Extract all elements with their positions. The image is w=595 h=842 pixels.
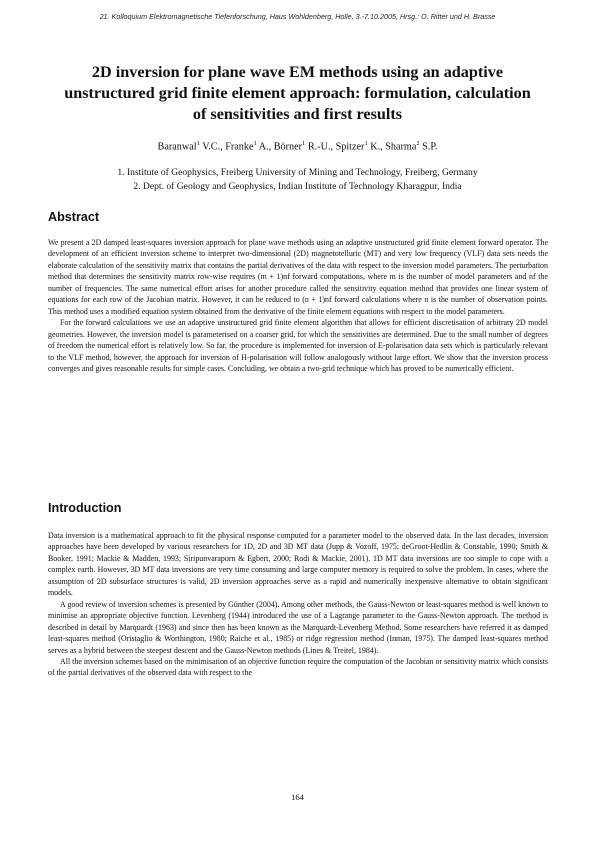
intro-paragraph-1: Data inversion is a mathematical approach to fit the physical response computed for a parameter model to the observed data. In the last decades, inversion approaches have been developed by various researchers for 1D, 2D and 3D MT data (Jupp & Vozoff, 1975; deGroot-Hedlin & Constable, 1990; Smith & Booker, 1991; Mackie & Madden, 1993; Siripunvaraporn & Egbert, 2000; Rodi & Mackie, 2001). 1D MT data inversions are too simple to cope with a complex earth. However, 3D MT data inversions are very time consuming and large computer memory is required to solve the problem. In cases, where the assumption of 2D subsurface structures is valid, 2D inversion approaches serve as a rapid and numerically inexpensive alternative to obtain significant models.: [48, 531, 548, 598]
title-line-1: 2D inversion for plane wave EM methods using an adaptive: [91, 63, 504, 81]
author-name: Baranwal: [157, 141, 197, 153]
author-initials: A.,: [256, 141, 274, 153]
introduction-body: [48, 530, 548, 679]
page-number: 164: [291, 792, 304, 802]
intro-paragraph-3: All the inversion schemes based on the minimisation of an objective function require the computation of the Jacobian or sensitivity matrix which consists of the partial derivatives of the observed data with respect to the: [48, 656, 548, 678]
author-affil-mark: 1: [253, 140, 257, 147]
introduction-heading: Introduction: [48, 501, 122, 515]
affiliation-1: 1. Institute of Geophysics, Freiberg University of Mining and Technology, Freiberg, Germany: [117, 167, 478, 178]
author-initials: V.C.,: [199, 141, 226, 153]
author-initials: K.,: [367, 141, 386, 153]
abstract-heading: Abstract: [48, 210, 100, 224]
running-head: 21. Kolloquium Elektromagnetische Tiefenforschung, Haus Wohldenberg, Holle, 3.-7.10.2005, Hrsg.: O. Ritter und H. Brasse: [99, 12, 496, 21]
author-initials: R.-U.,: [305, 141, 336, 153]
author-affil-mark: 1: [196, 140, 200, 147]
author-name: Spitzer: [335, 141, 365, 153]
author-initials: S.P.: [419, 141, 438, 153]
title-line-3: of sensitivities and first results: [192, 105, 403, 123]
intro-paragraph-2: A good review of inversion schemes is presented by Günther (2004). Among other methods, the Gauss-Newton or least-squares method is well known to minimise an appropriate objective function. Levenberg (1944) introduced the use of a Lagrange parameter to the Gauss-Newton approach. The method is described in detail by Marquardt (1963) and since then has been known as the Marquardt-Levenberg Method. Some researchers have referred it as damped least-squares method (Oristaglio & Worthington, 1980; Raiche et al., 1985) or ridge regression method (Inman, 1975). The damped least-squares method serves as a hybrid between the steepest descent and the Gauss-Newton methods (Lines & Treitel, 1984).: [48, 599, 548, 655]
author-list: [0, 140, 595, 152]
abstract-paragraph-2: For the forward calculations we use an adaptive unstructured grid finite element algorithm that allows for efficient discretisation of arbitrary 2D model geometries. However, the inversion model is parameterised on a coarser grid, for which the sensitivities are determined. Due to the small number of degrees of freedom the numerical effort is relatively low. So far, the procedure is implemented for inversion of E-polarisation data sets which is particularly relevant to the VLF method, however, the approach for inversion of H-polarisation will follow analogously without large effort. We show that the inversion process converges and gives reasonable results for simple cases. Concluding, we obtain a two-grid technique which has proved to be numerically efficient.: [48, 318, 548, 373]
author-name: Börner: [273, 141, 303, 153]
author-affil-mark: 1: [364, 140, 368, 147]
author-affil-mark: 1: [302, 140, 306, 147]
title-line-2: unstructured grid finite element approach: formulation, calculation: [64, 84, 531, 102]
author-affil-mark: 2: [416, 140, 420, 147]
affiliations: [0, 166, 595, 193]
affiliation-2: 2. Dept. of Geology and Geophysics, Indian Institute of Technology Kharagpur, India: [133, 180, 462, 192]
author-name: Franke: [225, 141, 254, 153]
paper-title: [60, 62, 535, 125]
abstract-paragraph-1: We present a 2D damped least-squares inversion approach for plane wave methods using an adaptive unstructured grid finite element forward operator. The development of an efficient inversion scheme to interpret two-dimensional (2D) magnetotelluric (MT) and very low frequency (VLF) data sets needs the elaborate calculation of the sensitivity matrix that contains the partial derivatives of the data with respect to the inversion model parameters. The perturbation method that determines the sensitivity matrix row-wise requires (m + 1)nf forward computations, where m is the number of model parameters and nf the number of frequencies. The same numerical effort arises for another procedure called the sensitivity equation method that provides one linear system of equations for each row of the Jacobian matrix. However, it can be reduced to (n + 1)nf forward calculations where n is the number of observation points. This method uses a modified equation system obtained from the derivative of the finite element equations with respect to the model parameters.: [48, 238, 548, 316]
abstract-body: [48, 237, 548, 374]
author-name: Sharma: [385, 141, 417, 153]
